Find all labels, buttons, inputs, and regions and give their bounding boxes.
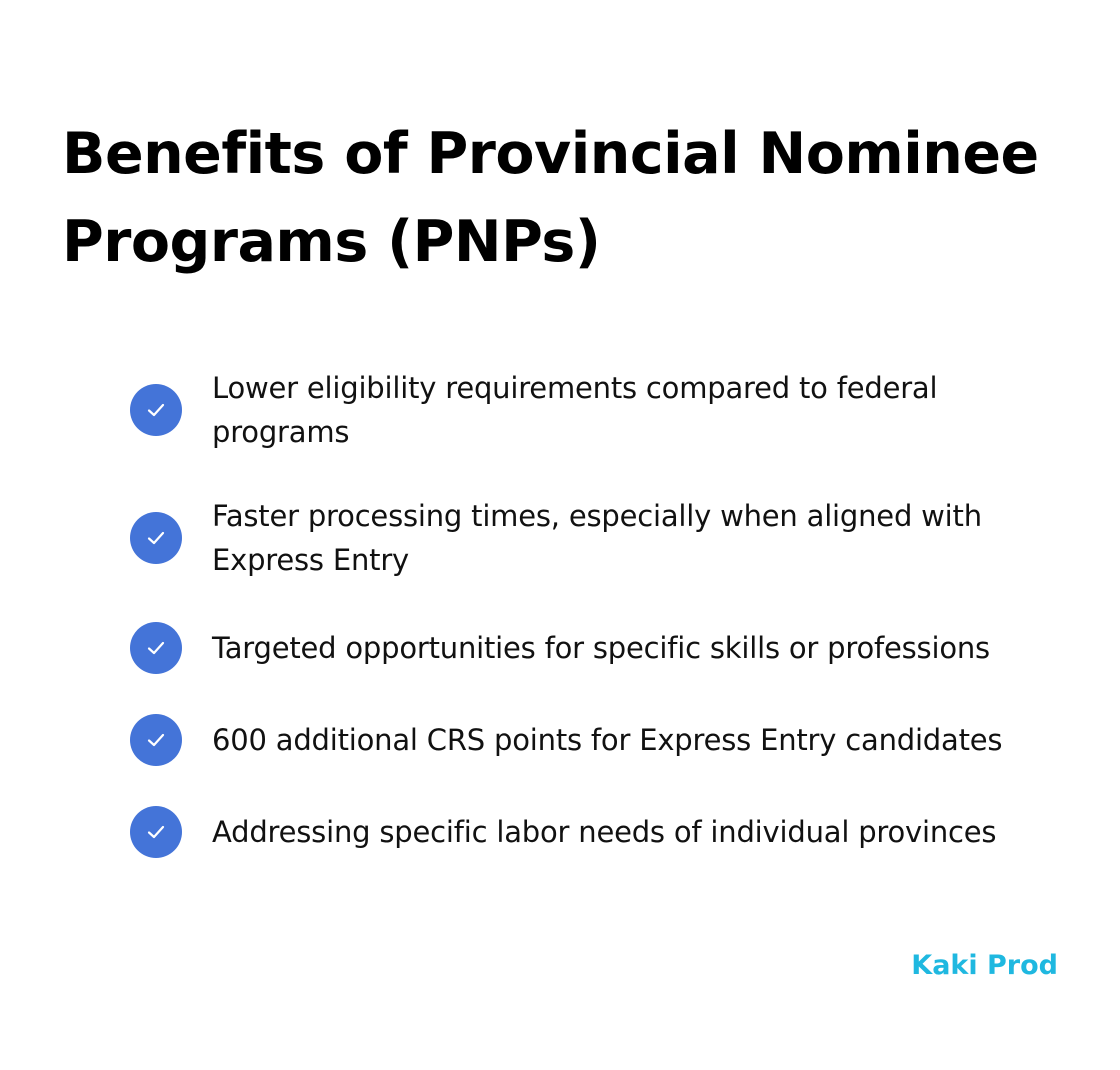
list-item xyxy=(130,366,1060,454)
check-mark-icon xyxy=(144,728,168,752)
check-circle-icon xyxy=(130,806,182,858)
check-circle-icon xyxy=(130,714,182,766)
benefit-text: Lower eligibility requirements compared to federal programs xyxy=(212,371,938,449)
check-mark-icon xyxy=(144,398,168,422)
brand-logo: Kaki Prod xyxy=(911,950,1058,981)
check-circle-icon xyxy=(130,512,182,564)
check-circle-icon xyxy=(130,384,182,436)
check-mark-icon xyxy=(144,636,168,660)
benefit-list xyxy=(130,366,1060,898)
list-item xyxy=(130,714,1060,766)
check-mark-icon xyxy=(144,526,168,550)
list-item xyxy=(130,622,1060,674)
benefit-text: Addressing specific labor needs of individual provinces xyxy=(212,815,997,849)
page-title: Benefits of Provincial Nominee Programs (PNPs) xyxy=(62,121,1039,275)
benefit-text: Faster processing times, especially when aligned with Express Entry xyxy=(212,499,982,577)
check-circle-icon xyxy=(130,622,182,674)
check-mark-icon xyxy=(144,820,168,844)
benefit-text: Targeted opportunities for specific skills or professions xyxy=(212,631,990,665)
list-item xyxy=(130,806,1060,858)
benefit-text: 600 additional CRS points for Express Entry candidates xyxy=(212,723,1003,757)
list-item xyxy=(130,494,1060,582)
